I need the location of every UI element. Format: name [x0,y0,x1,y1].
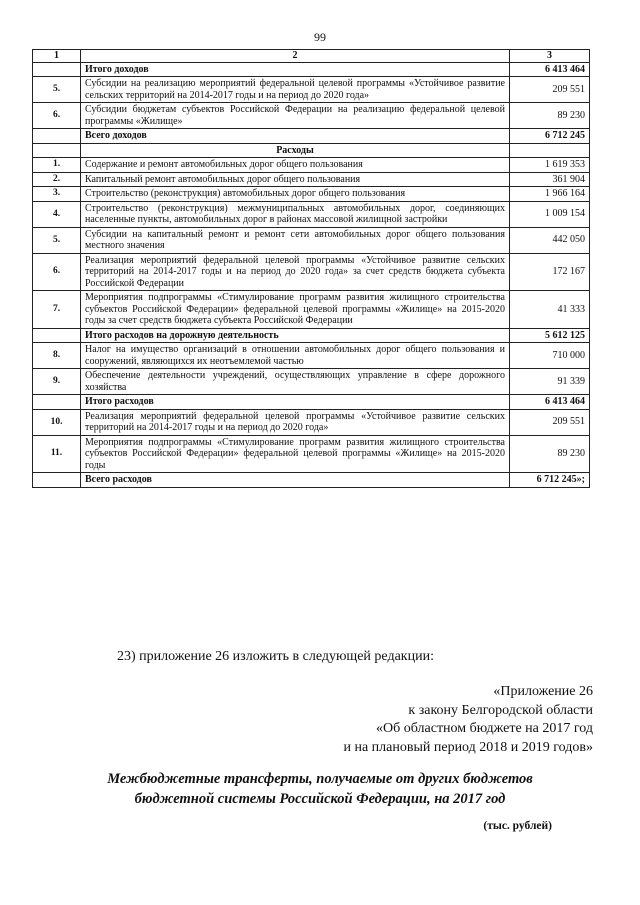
row-description: Субсидии на реализацию мероприятий федеральной целевой программы «Устойчивое развитие сельских территорий на 2014-2017 годы и на период до 2020 года» [81,77,510,103]
table-row [33,143,590,158]
row-number [33,328,81,343]
row-number [33,143,81,158]
row-number [33,473,81,488]
row-number: 9. [33,369,81,395]
column-header-number: 1 [33,50,81,63]
table-row [33,129,590,144]
row-amount: 1 009 154 [510,201,590,227]
appendix-reference [343,683,593,757]
row-amount: 209 551 [510,409,590,435]
row-amount: 1 966 164 [510,187,590,202]
table-row [33,172,590,187]
table-row [33,187,590,202]
row-description: Итого доходов [81,62,510,77]
row-description: Итого расходов [81,395,510,410]
table-body [33,62,590,487]
appendix-line: «Приложение 26 [493,684,593,699]
row-description: Налог на имущество организаций в отношении автомобильных дорог общего пользования и сооружений, являющихся их неотъемлемой частью [81,343,510,369]
column-header-description: 2 [81,50,510,63]
row-description: Реализация мероприятий федеральной целевой программы «Устойчивое развитие сельских территорий на 2014-2017 годы и на период до 2020 года» за счет средств бюджета субъекта Российской Федерации [81,253,510,291]
appendix-line: «Об областном бюджете на 2017 год [376,721,593,736]
row-amount: 6 712 245 [510,129,590,144]
row-amount: 442 050 [510,227,590,253]
page-number: 99 [314,30,326,44]
row-number [33,395,81,410]
section-heading [0,769,640,809]
row-description: Расходы [81,143,510,158]
row-number: 7. [33,291,81,329]
row-description: Строительство (реконструкция) автомобильных дорог общего пользования [81,187,510,202]
table-row [33,409,590,435]
row-number: 8. [33,343,81,369]
row-description: Мероприятия подпрограммы «Стимулирование программ развития жилищного строительства субъектов Российской Федерации» федеральной целевой программы «Жилище» на 2015-2020 годы [81,435,510,473]
instruction-text: 23) приложение 26 изложить в следующей редакции: [117,649,434,664]
row-amount: 6 712 245»; [510,473,590,488]
row-number: 5. [33,77,81,103]
column-header-amount: 3 [510,50,590,63]
row-amount: 6 413 464 [510,395,590,410]
table-row [33,369,590,395]
row-description: Субсидии бюджетам субъектов Российской Федерации на реализацию федеральной целевой программы «Жилище» [81,103,510,129]
row-amount: 41 333 [510,291,590,329]
table-row [33,291,590,329]
row-number: 2. [33,172,81,187]
table-row [33,395,590,410]
row-amount: 172 167 [510,253,590,291]
heading-line: Межбюджетные трансферты, получаемые от других бюджетов [107,771,533,787]
units-label: (тыс. рублей) [483,820,552,832]
row-number [33,62,81,77]
row-amount: 89 230 [510,103,590,129]
table-row [33,435,590,473]
row-description: Капитальный ремонт автомобильных дорог общего пользования [81,172,510,187]
row-amount: 5 612 125 [510,328,590,343]
row-amount: 209 551 [510,77,590,103]
budget-table [32,49,590,488]
row-number: 1. [33,158,81,173]
row-number: 5. [33,227,81,253]
row-number [33,129,81,144]
row-amount: 361 904 [510,172,590,187]
table-header-row [33,50,590,63]
row-description: Субсидии на капитальный ремонт и ремонт сети автомобильных дорог общего пользования местного значения [81,227,510,253]
row-description: Всего расходов [81,473,510,488]
row-number: 4. [33,201,81,227]
table-row [33,473,590,488]
table-row [33,227,590,253]
row-description: Всего доходов [81,129,510,144]
table-row [33,103,590,129]
row-number: 11. [33,435,81,473]
appendix-line: и на плановый период 2018 и 2019 годов» [343,739,593,755]
row-amount: 6 413 464 [510,62,590,77]
row-description: Мероприятия подпрограммы «Стимулирование программ развития жилищного строительства субъектов Российской Федерации» федеральной целевой программы «Жилище» на 2015-2020 годы за счет средств бюджета субъекта Российской Федерации [81,291,510,329]
row-number: 3. [33,187,81,202]
table-row [33,201,590,227]
table-row [33,77,590,103]
heading-line: бюджетной системы Российской Федерации, на 2017 год [134,791,506,807]
row-description: Строительство (реконструкция) межмуниципальных автомобильных дорог, соединяющих населенные пункты, автомобильных дорог в районах массовой жилищной застройки [81,201,510,227]
row-description: Реализация мероприятий федеральной целевой программы «Устойчивое развитие сельских территорий на 2014-2017 годы и на период до 2020 года» [81,409,510,435]
row-number: 6. [33,253,81,291]
appendix-line: к закону Белгородской области [408,702,593,718]
table-row [33,328,590,343]
row-amount [510,143,590,158]
row-amount: 710 000 [510,343,590,369]
row-amount: 1 619 353 [510,158,590,173]
row-description: Содержание и ремонт автомобильных дорог общего пользования [81,158,510,173]
table-row [33,62,590,77]
row-description: Обеспечение деятельности учреждений, осуществляющих управление в сфере дорожного хозяйства [81,369,510,395]
row-amount: 89 230 [510,435,590,473]
table-row [33,343,590,369]
row-number: 10. [33,409,81,435]
row-description: Итого расходов на дорожную деятельность [81,328,510,343]
table-row [33,253,590,291]
table-row [33,158,590,173]
row-amount: 91 339 [510,369,590,395]
row-number: 6. [33,103,81,129]
